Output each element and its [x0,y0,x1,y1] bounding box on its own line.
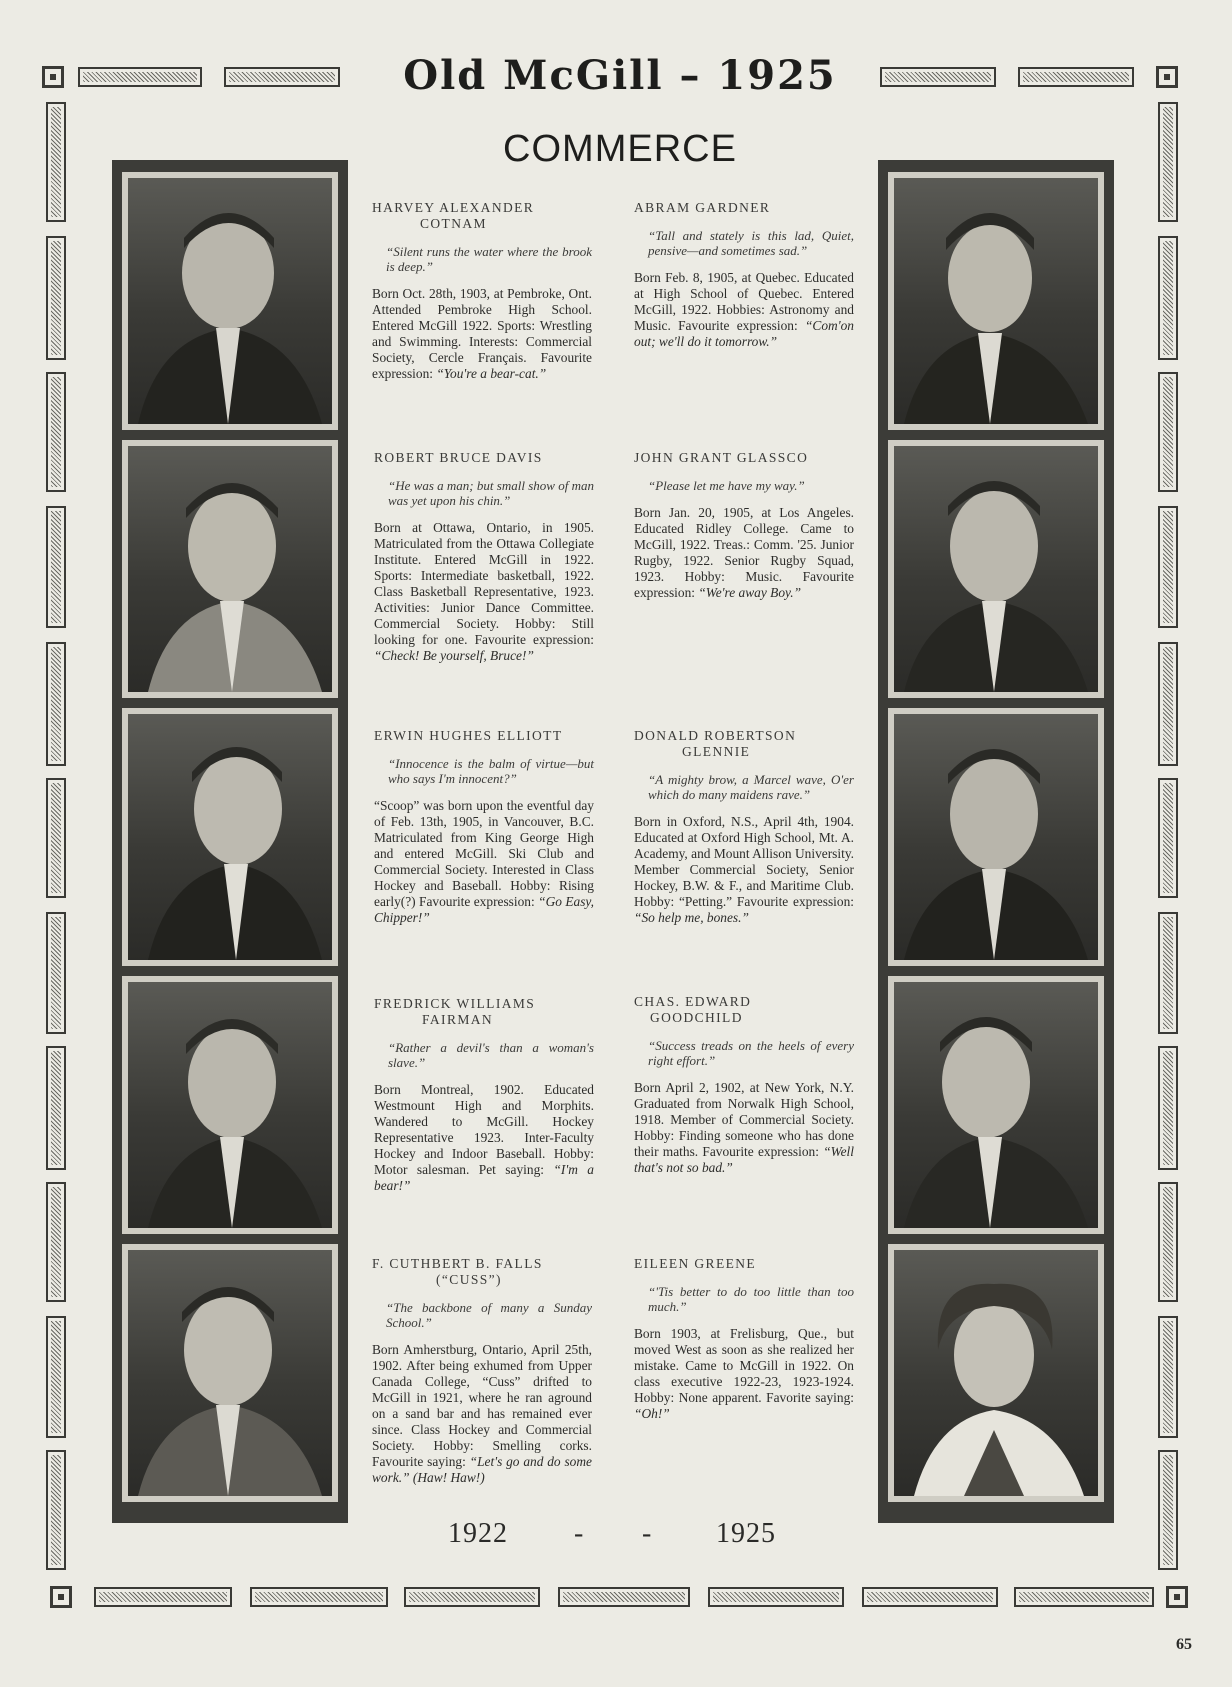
student-name: EILEEN GREENE [634,1256,757,1271]
class-year-end: 1925 [716,1518,776,1549]
page-number: 65 [1176,1636,1192,1653]
border-ornament [46,102,66,222]
student-entry [634,1256,854,1422]
student-motto: “Innocence is the balm of virtue—but who says I'm innocent?” [388,756,594,786]
border-ornament [46,778,66,898]
border-ornament [94,1587,232,1607]
student-name: FREDRICK WILLIAMS [374,996,536,1011]
portrait-photo [122,172,338,430]
student-name: DONALD ROBERTSON [634,728,797,743]
border-ornament [1158,236,1178,360]
portrait-photo [888,708,1104,966]
border-ornament [1018,67,1134,87]
student-name: CHAS. EDWARD [634,994,752,1009]
border-ornament [78,67,202,87]
border-ornament [46,1316,66,1438]
border-ornament [1158,1316,1178,1438]
student-motto: “A mighty brow, a Marcel wave, O'er which do many maidens rave.” [648,772,854,802]
border-ornament [1158,506,1178,628]
student-motto: “He was a man; but small show of man was yet upon his chin.” [388,478,594,508]
border-ornament [1166,1586,1188,1608]
border-ornament [1158,912,1178,1034]
border-ornament [224,67,340,87]
student-name-line2: FAIRMAN [422,1012,494,1027]
student-entry [634,728,854,926]
class-year-start: 1922 [448,1518,508,1549]
student-bio: Born Montreal, 1902. Educated Westmount High and Morphits. Wandered to McGill. Hockey Representative 1923. Inter-Faculty Hockey and Indoor Baseball. Hobby: Motor salesman. Pet saying: “I'm a bear!” [374,1082,595,1193]
student-motto: “Please let me have my way.” [648,478,805,493]
portrait-photo [122,440,338,698]
student-motto: “'Tis better to do too little than too much.” [648,1284,854,1314]
border-ornament [46,912,66,1034]
border-ornament [708,1587,844,1607]
photo-column-right [878,160,1114,1523]
student-entry [374,450,594,664]
student-name: ROBERT BRUCE DAVIS [374,450,543,465]
border-ornament [1158,642,1178,766]
student-name: ERWIN HUGHES ELLIOTT [374,728,563,743]
border-ornament [50,1586,72,1608]
student-name: ABRAM GARDNER [634,200,771,215]
student-entry [634,450,854,601]
year-dash: - [574,1518,585,1549]
border-ornament [862,1587,998,1607]
student-bio: Born Feb. 8, 1905, at Quebec. Educated at High School of Quebec. Entered McGill, 1922. Hobbies: Astronomy and Music. Favourite expression: “Com'on out; we'll do it tomorrow.” [634,270,854,349]
border-ornament [46,1182,66,1302]
border-ornament [1158,1450,1178,1570]
student-bio: Born 1903, at Frelisburg, Que., but moved West as soon as she realized her mistake. Came to McGill in 1922. On class executive 1922-23, 1923-1924. Hobby: None apparent. Favorite saying: “Oh!” [634,1326,854,1421]
student-bio: Born Jan. 20, 1905, at Los Angeles. Educated Ridley College. Came to McGill, 1922. Treas.: Comm. '25. Junior Rugby, 1922. Senior Rugby Squad, 1923. Hobby: Music. Favourite expression: “We're away Boy.” [634,505,854,600]
border-ornament [404,1587,540,1607]
border-ornament [558,1587,690,1607]
student-bio: Born in Oxford, N.S., April 4th, 1904. Educated at Oxford High School, Mt. A. Academy, and Mount Allison University. Member Commercial Society, Senior Hockey, B.W. & F., and Maritime Club. Hobby: “Petting.” Favourite expression: “So help me, bones.” [634,814,854,925]
border-ornament [1158,102,1178,222]
student-entry [372,1256,592,1486]
student-name-line2: GOODCHILD [650,1010,743,1025]
border-ornament [46,1046,66,1170]
student-entry [372,200,592,382]
student-name-line2: COTNAM [420,216,487,231]
student-bio: Born April 2, 1902, at New York, N.Y. Graduated from Norwalk High School, 1918. Member of Commercial Society. Hobby: Finding someone who has done their maths. Favourite expression: “Well that's not so bad.” [634,1080,854,1175]
student-motto: “Success treads on the heels of every right effort.” [648,1038,854,1068]
student-name-line2: (“CUSS”) [436,1272,502,1287]
border-ornament [1014,1587,1154,1607]
border-ornament [42,66,64,88]
border-ornament [1158,778,1178,898]
border-ornament [250,1587,388,1607]
border-ornament [1158,372,1178,492]
portrait-photo [122,708,338,966]
border-ornament [46,642,66,766]
border-ornament [46,236,66,360]
section-title: COMMERCE [503,128,737,170]
portrait-photo [122,1244,338,1502]
student-bio: Born at Ottawa, Ontario, in 1905. Matriculated from the Ottawa Collegiate Institute. Entered McGill in 1922. Sports: Intermediate basketball, 1922. Class Basketball Representative, 1923. Activities: Junior Dance Committee. Commercial Society. Hobby: Still looking for one. Favourite expression: “Check! Be yourself, Bruce!” [374,520,594,663]
border-ornament [1158,1182,1178,1302]
student-entry [634,994,854,1176]
student-motto: “Tall and stately is this lad, Quiet, pensive—and sometimes sad.” [648,228,854,258]
portrait-photo [888,172,1104,430]
student-entry [374,728,594,926]
photo-column-left [112,160,348,1523]
student-name: F. CUTHBERT B. FALLS [372,1256,543,1271]
student-name-line2: GLENNIE [682,744,751,759]
portrait-photo [888,1244,1104,1502]
yearbook-header-title: Old McGill – 1925 [403,52,837,99]
student-bio: Born Oct. 28th, 1903, at Pembroke, Ont. Attended Pembroke High School. Entered McGill 1922. Sports: Wrestling and Swimming. Interests: Commercial Society, Cercle Français. Favourite expression: “You're a bear-cat.” [372,286,592,381]
student-motto: “Rather a devil's than a woman's slave.” [388,1040,594,1070]
student-entry [634,200,854,350]
student-motto: “Silent runs the water where the brook is deep.” [386,244,592,274]
portrait-photo [888,440,1104,698]
border-ornament [880,67,996,87]
student-name: JOHN GRANT GLASSCO [634,450,809,465]
year-dash: - [642,1518,653,1549]
portrait-photo [888,976,1104,1234]
border-ornament [46,1450,66,1570]
portrait-photo [122,976,338,1234]
border-ornament [46,506,66,628]
border-ornament [1158,1046,1178,1170]
student-bio: Born Amherstburg, Ontario, April 25th, 1902. After being exhumed from Upper Canada College, “Cuss” drifted to McGill in 1921, where he ran aground on a sand bar and has remained ever since. Class Hockey and Commercial Society. Hobby: Smelling corks. Favourite saying: “Let's go and do some work.” (Haw! Haw!) [372,1342,592,1485]
border-ornament [1156,66,1178,88]
student-name: HARVEY ALEXANDER [372,200,535,215]
student-motto: “The backbone of many a Sunday School.” [386,1300,592,1330]
border-ornament [46,372,66,492]
student-entry [374,996,594,1194]
student-bio: “Scoop” was born upon the eventful day of Feb. 13th, 1905, in Vancouver, B.C. Matriculated from King George High and entered McGill. Ski Club and Commercial Society. Interested in Class Hockey and Baseball. Hobby: Rising early(?) Favourite expression: “Go Easy, Chipper!” [374,798,594,925]
